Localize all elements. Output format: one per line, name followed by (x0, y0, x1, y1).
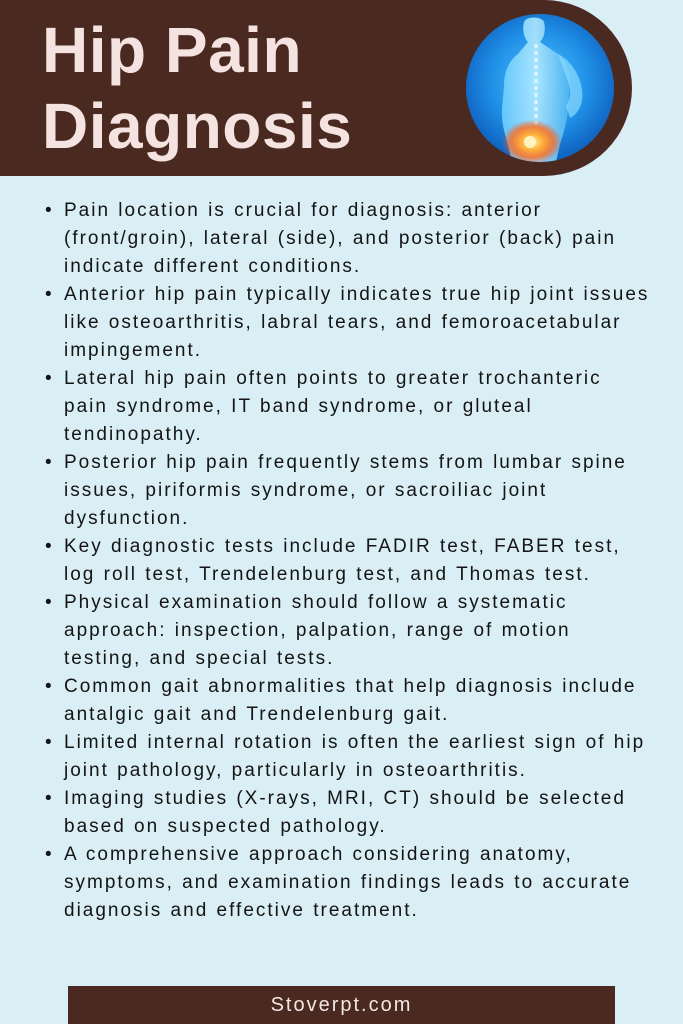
page-title-line-2: Diagnosis (42, 90, 353, 162)
list-item-text: Physical examination should follow a systematic approach: inspection, palpation, range of motion testing, and special tests. (64, 592, 571, 669)
bullet-icon: • (45, 592, 54, 613)
bullet-icon: • (45, 676, 54, 697)
list-item (44, 281, 650, 365)
list-item (44, 673, 650, 729)
bullet-icon: • (45, 200, 54, 221)
list-item-text: Limited internal rotation is often the earliest sign of hip joint pathology, particularly in osteoarthritis. (64, 732, 646, 781)
bullet-icon: • (45, 844, 54, 865)
list-item-text: Common gait abnormalities that help diagnosis include antalgic gait and Trendelenburg gait. (64, 676, 637, 725)
bullet-icon: • (45, 536, 54, 557)
list-item (44, 449, 650, 533)
bullet-icon: • (45, 284, 54, 305)
list-item-text: Imaging studies (X-rays, MRI, CT) should be selected based on suspected pathology. (64, 788, 626, 837)
list-item (44, 589, 650, 673)
list-item-text: Pain location is crucial for diagnosis: anterior (front/groin), lateral (side), and posterior (back) pain indicate different conditions. (64, 200, 617, 277)
bullet-icon: • (45, 368, 54, 389)
anatomy-back-hip-icon (466, 14, 614, 162)
list-item (44, 785, 650, 841)
list-item-text: Anterior hip pain typically indicates true hip joint issues like osteoarthritis, labral tears, and femoroacetabular impingement. (64, 284, 650, 361)
list-item-text: Lateral hip pain often points to greater trochanteric pain syndrome, IT band syndrome, or gluteal tendinopathy. (64, 368, 602, 445)
title-banner (0, 0, 632, 176)
anatomy-illustration (466, 14, 614, 162)
bullet-icon: • (45, 732, 54, 753)
list-item-text: Posterior hip pain frequently stems from lumbar spine issues, piriformis syndrome, or sacroiliac joint dysfunction. (64, 452, 627, 529)
list-item (44, 365, 650, 449)
list-item (44, 729, 650, 785)
list-item (44, 841, 650, 925)
site-url: Stoverpt.com (270, 994, 413, 1016)
footer-banner (68, 986, 615, 1024)
page-title-line-1: Hip Pain (42, 14, 303, 86)
list-item (44, 533, 650, 589)
list-item (44, 197, 650, 281)
bullet-icon: • (45, 452, 54, 473)
bullet-list (44, 197, 650, 925)
list-item-text: Key diagnostic tests include FADIR test, FABER test, log roll test, Trendelenburg test, and Thomas test. (64, 536, 621, 585)
page-title (42, 12, 442, 164)
bullet-icon: • (45, 788, 54, 809)
list-item-text: A comprehensive approach considering anatomy, symptoms, and examination findings leads to accurate diagnosis and effective treatment. (64, 844, 632, 921)
